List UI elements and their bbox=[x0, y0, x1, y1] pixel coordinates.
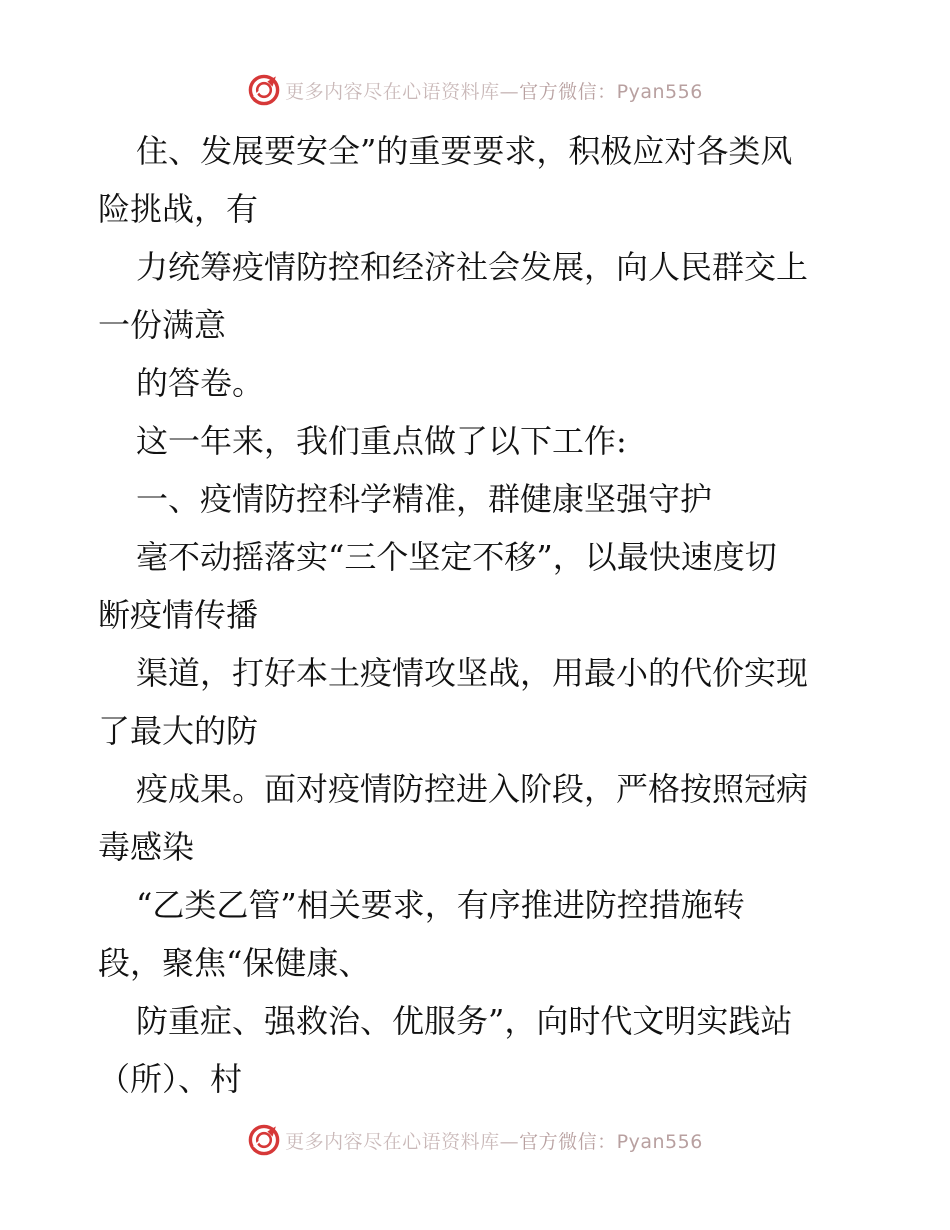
text-line: 的答卷。 bbox=[136, 364, 265, 402]
watermark-dash: — bbox=[499, 80, 520, 103]
header-watermark bbox=[0, 70, 950, 110]
watermark-wechat-text: 官方微信：Pyan556 bbox=[519, 80, 703, 103]
text-line: 险挑战，有 bbox=[98, 190, 259, 228]
text-line: 断疫情传播 bbox=[98, 596, 259, 634]
text-line: 毫不动摇落实“三个坚定不移”，以最快速度切 bbox=[136, 538, 777, 576]
text-line: 防重症、强救治、优服务”，向时代文明实践站 bbox=[136, 1002, 793, 1040]
brand-logo-icon bbox=[247, 73, 281, 107]
text-line: （所）、村 bbox=[98, 1060, 243, 1098]
text-line: 疫成果。面对疫情防控进入阶段，严格按照冠病 bbox=[136, 770, 809, 808]
text-line: “乙类乙管”相关要求，有序推进防控措施转 bbox=[136, 886, 745, 924]
text-line: 这一年来，我们重点做了以下工作: bbox=[136, 422, 627, 460]
text-line: 了最大的防 bbox=[98, 712, 259, 750]
text-line: 一份满意 bbox=[98, 306, 227, 344]
text-line: 住、发展要安全”的重要要求，积极应对各类风 bbox=[136, 132, 793, 170]
text-line: 段，聚焦“保健康、 bbox=[98, 944, 371, 982]
document-body bbox=[98, 122, 858, 1108]
watermark-dash: — bbox=[499, 1130, 520, 1153]
text-line: 毒感染 bbox=[98, 828, 195, 866]
text-line: 力统筹疫情防控和经济社会发展，向人民群交上 bbox=[136, 248, 809, 286]
text-line: 一、疫情防控科学精准，群健康坚强守护 bbox=[136, 480, 713, 518]
watermark-wechat-text: 官方微信：Pyan556 bbox=[519, 1130, 703, 1153]
text-line: 渠道，打好本土疫情攻坚战，用最小的代价实现 bbox=[136, 654, 809, 692]
brand-logo-icon bbox=[247, 1123, 281, 1157]
watermark-site-text: 更多内容尽在心语资料库 bbox=[285, 1130, 500, 1153]
watermark-site-text: 更多内容尽在心语资料库 bbox=[285, 80, 500, 103]
footer-watermark bbox=[0, 1120, 950, 1160]
